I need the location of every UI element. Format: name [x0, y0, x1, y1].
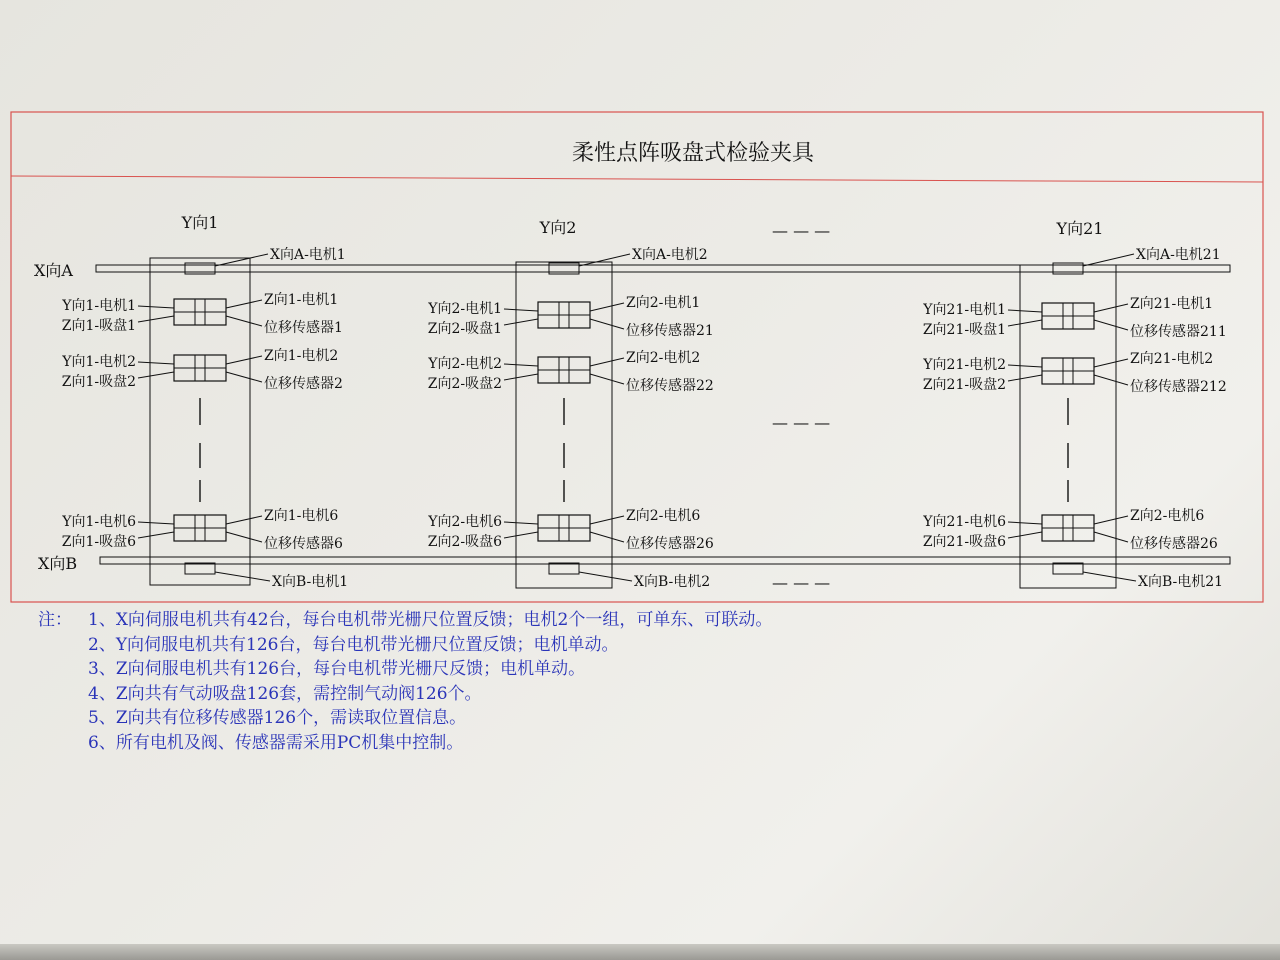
z-cup-label: Z向21-吸盘1: [922, 322, 1006, 338]
leader-line: [138, 532, 174, 538]
leader-line: [504, 319, 538, 325]
leader-line: [1083, 572, 1136, 581]
leader-line: [1008, 532, 1042, 538]
z-cup-label: Z向2-吸盘2: [427, 376, 502, 392]
leader-line: [590, 532, 624, 542]
y-motor-label: Y向1-电机2: [62, 354, 136, 370]
bottom-motor-block: [549, 563, 579, 574]
sensor-label: 位移传感器211: [1130, 324, 1227, 340]
leader-line: [1094, 375, 1128, 385]
leader-line: [1008, 310, 1042, 312]
y-motor-label: Y向1-电机1: [62, 298, 136, 314]
leader-line: [138, 316, 174, 322]
leader-line: [590, 516, 624, 524]
leader-line: [1094, 359, 1128, 367]
bottom-motor-block: [185, 563, 215, 574]
leader-line: [590, 319, 624, 329]
ellipsis-bottom: — — —: [772, 573, 831, 592]
z-cup-label: Z向2-吸盘1: [427, 321, 502, 337]
note-text: 6、所有电机及阀、传感器需采用PC机集中控制。: [88, 732, 464, 753]
note-text: 1、X向伺服电机共有42台，每台电机带光栅尺位置反馈；电机2个一组，可单东、可联动。: [88, 610, 773, 630]
leader-line: [215, 572, 270, 581]
y-motor-label: Y向2-电机6: [428, 514, 502, 530]
column-frame: [1020, 265, 1116, 588]
z-cup-label: Z向21-吸盘2: [922, 377, 1006, 393]
column-header: Y向2: [539, 218, 577, 237]
note-item: [38, 682, 772, 707]
leader-line: [138, 372, 174, 378]
sensor-label: 位移传感器212: [1130, 379, 1227, 395]
z-cup-label: Z向1-吸盘6: [61, 534, 136, 550]
leader-line: [1008, 365, 1042, 367]
leader-line: [1094, 516, 1128, 524]
leader-line: [1094, 532, 1128, 542]
y-motor-label: Y向2-电机2: [428, 356, 502, 372]
leader-line: [226, 372, 262, 382]
ellipsis-middle: — — —: [772, 413, 831, 432]
note-text: 4、Z向共有气动吸盘126套，需控制气动阀126个。: [88, 683, 482, 704]
note-item: [38, 608, 772, 633]
leader-line: [504, 309, 538, 311]
monitor-bezel: [0, 944, 1280, 960]
y-motor-label: Y向1-电机6: [62, 514, 136, 530]
note-item: [38, 706, 772, 731]
leader-line: [138, 522, 174, 524]
leader-line: [138, 306, 174, 308]
column-header: Y向1: [181, 213, 219, 232]
leader-line: [226, 532, 262, 542]
columns-layer: [61, 213, 1227, 590]
leader-line: [504, 532, 538, 538]
sensor-label: 位移传感器26: [1130, 536, 1218, 552]
leader-line: [226, 516, 262, 524]
leader-line: [590, 303, 624, 311]
z-motor-label: Z向1-电机6: [264, 508, 339, 524]
notes-label: 注：: [38, 610, 72, 630]
z-motor-label: Z向2-电机1: [626, 295, 701, 311]
top-motor-label: X向A-电机21: [1136, 247, 1221, 263]
ellipsis-top: — — —: [772, 221, 831, 240]
bottom-motor-label: X向B-电机2: [634, 574, 711, 590]
rail-a-label: X向A: [34, 261, 73, 280]
note-item: [38, 657, 772, 682]
column-header: Y向21: [1056, 219, 1104, 238]
z-motor-label: Z向21-电机2: [1130, 351, 1214, 367]
leader-line: [226, 356, 262, 364]
z-motor-label: Z向2-电机6: [1130, 508, 1205, 524]
leader-line: [1094, 320, 1128, 330]
sensor-label: 位移传感器2: [264, 376, 343, 392]
bottom-motor-label: X向B-电机1: [272, 574, 349, 590]
rail-b-label: X向B: [38, 554, 78, 573]
y-motor-label: Y向21-电机6: [923, 514, 1006, 530]
diagram-title: 柔性点阵吸盘式检验夹具: [571, 141, 815, 166]
z-motor-label: Z向1-电机1: [264, 292, 339, 308]
leader-line: [226, 300, 262, 308]
z-cup-label: Z向21-吸盘6: [922, 534, 1006, 550]
y-motor-label: Y向21-电机1: [923, 302, 1006, 318]
z-cup-label: Z向1-吸盘2: [61, 374, 136, 390]
z-motor-label: Z向21-电机1: [1130, 296, 1214, 312]
sensor-label: 位移传感器22: [626, 378, 714, 394]
note-item: [38, 731, 772, 756]
title-divider: [11, 176, 1263, 182]
note-text: 2、Y向伺服电机共有126台，每台电机带光栅尺位置反馈；电机单动。: [88, 634, 619, 655]
sensor-label: 位移传感器1: [264, 320, 343, 336]
z-cup-label: Z向2-吸盘6: [427, 534, 502, 550]
z-cup-label: Z向1-吸盘1: [61, 318, 136, 334]
bottom-motor-block: [1053, 563, 1083, 574]
leader-line: [504, 522, 538, 524]
leader-line: [1083, 254, 1134, 266]
bottom-motor-label: X向B-电机21: [1138, 574, 1224, 590]
note-text: 5、Z向共有位移传感器126个，需读取位置信息。: [88, 708, 467, 729]
leader-line: [579, 572, 632, 581]
sensor-label: 位移传感器26: [626, 536, 714, 552]
sensor-label: 位移传感器21: [626, 323, 714, 339]
z-motor-label: Z向2-电机2: [626, 350, 701, 366]
leader-line: [226, 316, 262, 326]
leader-line: [1008, 320, 1042, 326]
top-motor-label: X向A-电机2: [632, 247, 708, 263]
x-rail-a: [96, 265, 1230, 272]
leader-line: [1094, 304, 1128, 312]
notes-list: [38, 608, 772, 756]
note-text: 3、Z向伺服电机共有126台，每台电机带光栅尺反馈；电机单动。: [88, 659, 586, 680]
z-motor-label: Z向2-电机6: [626, 508, 701, 524]
leader-line: [1008, 375, 1042, 381]
leader-line: [138, 362, 174, 364]
leader-line: [1008, 522, 1042, 524]
leader-line: [504, 374, 538, 380]
leader-line: [590, 358, 624, 366]
leader-line: [590, 374, 624, 384]
sensor-label: 位移传感器6: [264, 536, 343, 552]
note-item: [38, 633, 772, 658]
leader-line: [579, 254, 630, 266]
y-motor-label: Y向2-电机1: [428, 301, 502, 317]
y-motor-label: Y向21-电机2: [923, 357, 1006, 373]
top-motor-label: X向A-电机1: [270, 247, 346, 263]
z-motor-label: Z向1-电机2: [264, 348, 339, 364]
leader-line: [215, 254, 268, 266]
leader-line: [504, 364, 538, 366]
